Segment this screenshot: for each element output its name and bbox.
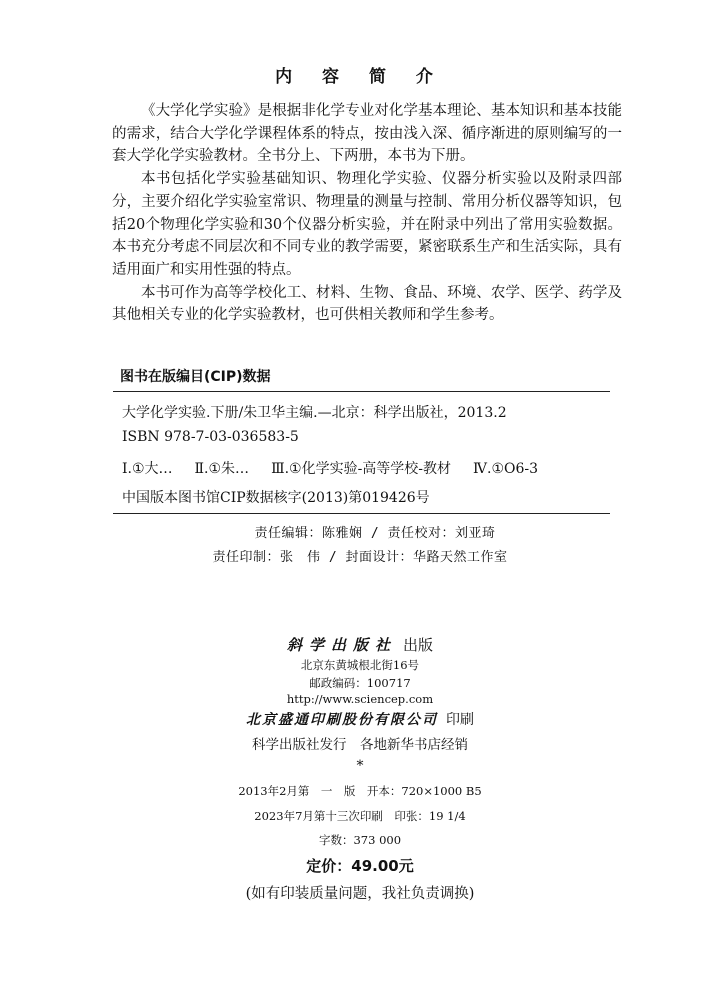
publisher-url: http://www.sciencep.com xyxy=(286,692,434,706)
publisher-logo-text: 斜学出版社 xyxy=(286,636,397,654)
publisher-zip: 邮政编码：100717 xyxy=(309,676,411,690)
printer-suffix: 印刷 xyxy=(446,712,474,728)
staff-line-editors: 责任编辑：陈雅娴 / 责任校对：刘亚琦 xyxy=(254,526,496,541)
distribution-line: 科学出版社发行 各地新华书店经销 xyxy=(252,737,468,753)
page-title: 内 容 简 介 xyxy=(275,67,445,87)
edition-line-2: 2023年7月第十三次印刷 印张：19 1/4 xyxy=(254,809,466,823)
intro-section xyxy=(112,100,622,327)
edition-line-1: 2013年2月第 一 版 开本：720×1000 B5 xyxy=(238,784,482,798)
cip-class-4: Ⅳ.①O6-3 xyxy=(473,461,539,477)
cip-isbn: ISBN 978-7-03-036583-5 xyxy=(122,429,299,445)
cip-class-2: Ⅱ.①朱… xyxy=(194,461,250,477)
cip-classification xyxy=(122,458,538,478)
cip-heading: 图书在版编目(CIP)数据 xyxy=(120,369,271,385)
publisher-suffix: 出版 xyxy=(403,636,434,654)
publisher-line xyxy=(0,634,720,655)
staff-line-production: 责任印制：张 伟 / 封面设计：华路天然工作室 xyxy=(212,550,508,565)
publisher-address: 北京东黄城根北街16号 xyxy=(300,658,420,672)
cip-top-rule xyxy=(113,391,610,392)
cip-class-3: Ⅲ.①化学实验-高等学校-教材 xyxy=(271,461,452,477)
printer-name: 北京盛通印刷股份有限公司 xyxy=(246,712,438,728)
cip-class-1: Ⅰ.①大… xyxy=(122,461,173,477)
separator-star: * xyxy=(356,758,364,774)
cip-record: 中国版本图书馆CIP数据核字(2013)第019426号 xyxy=(122,490,430,506)
price: 定价：49.00元 xyxy=(306,857,414,875)
printer-line xyxy=(0,709,720,729)
intro-paragraph: 本书包括化学实验基础知识、物理化学实验、仪器分析实验以及附录四部分，主要介绍化学实验室常识、物理量的测量与控制、常用分析仪器等知识，包括20个物理化学实验和30个仪器分析实验，并在附录中列出了常用实验数据。本书充分考虑不同层次和不同专业的教学需要，紧密联系生产和生活实际，具有适用面广和实用性强的特点。 xyxy=(112,171,622,278)
word-count: 字数：373 000 xyxy=(318,833,402,847)
intro-paragraph: 本书可作为高等学校化工、材料、生物、食品、环境、农学、医学、药学及其他相关专业的化学实验教材，也可供相关教师和学生参考。 xyxy=(112,284,622,324)
quality-note: (如有印装质量问题，我社负责调换) xyxy=(245,886,475,902)
cip-bottom-rule xyxy=(113,513,610,514)
cip-title-line: 大学化学实验.下册/朱卫华主编.—北京：科学出版社，2013.2 xyxy=(122,405,507,421)
intro-paragraph: 《大学化学实验》是根据非化学专业对化学基本理论、基本知识和基本技能的需求，结合大学化学课程体系的特点，按由浅入深、循序渐进的原则编写的一套大学化学实验教材。全书分上、下两册，本书为下册。 xyxy=(112,103,622,165)
